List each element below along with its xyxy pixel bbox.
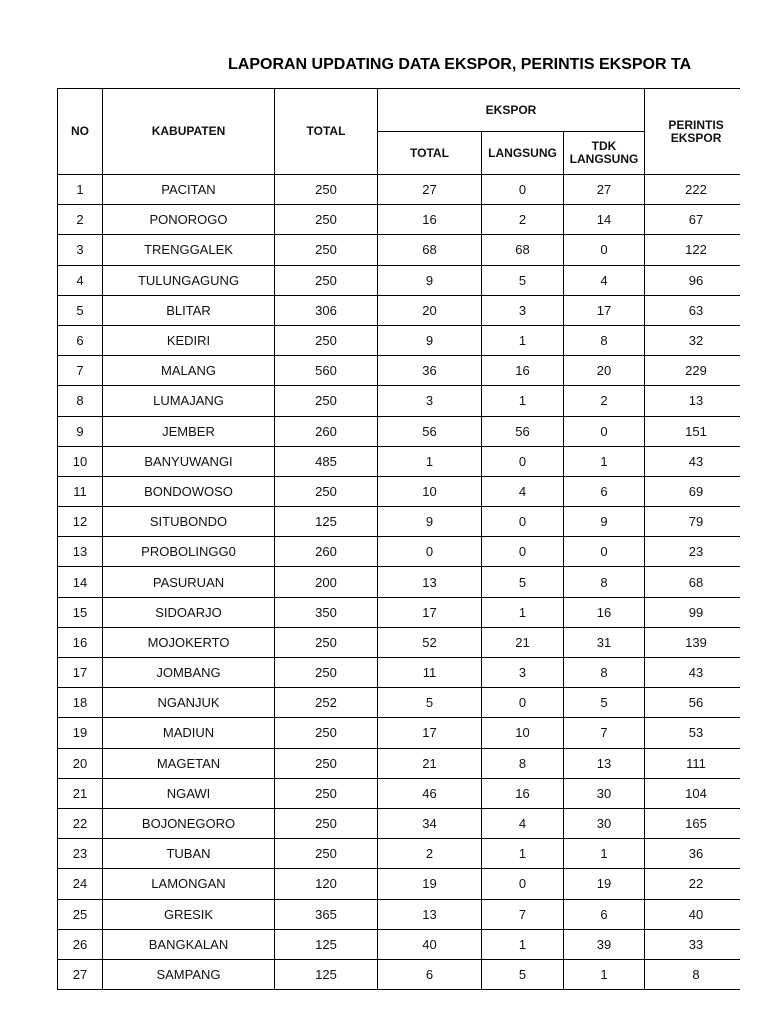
cell-ekspor-total: 11: [378, 658, 482, 688]
cell-no: 20: [58, 748, 103, 778]
cell-perintis: 122: [645, 235, 748, 265]
cell-langsung: 5: [482, 959, 564, 989]
cell-total: 350: [275, 597, 378, 627]
cell-no: 13: [58, 537, 103, 567]
cell-no: 22: [58, 808, 103, 838]
cell-langsung: 16: [482, 356, 564, 386]
cell-tdk-langsung: 8: [564, 567, 645, 597]
table-row: [58, 778, 748, 808]
cell-perintis: 43: [645, 446, 748, 476]
cell-total: 250: [275, 748, 378, 778]
cell-langsung: 68: [482, 235, 564, 265]
cell-langsung: 1: [482, 386, 564, 416]
cell-langsung: 0: [482, 869, 564, 899]
cell-kabupaten: SIDOARJO: [103, 597, 275, 627]
cell-ekspor-total: 2: [378, 839, 482, 869]
cell-no: 8: [58, 386, 103, 416]
cell-no: 19: [58, 718, 103, 748]
cell-langsung: 0: [482, 446, 564, 476]
cell-kabupaten: LUMAJANG: [103, 386, 275, 416]
cell-total: 125: [275, 929, 378, 959]
table-row: [58, 869, 748, 899]
cell-ekspor-total: 9: [378, 325, 482, 355]
cell-no: 11: [58, 476, 103, 506]
header-langsung: LANGSUNG: [482, 132, 564, 175]
cell-tdk-langsung: 0: [564, 416, 645, 446]
table-row: [58, 959, 748, 989]
cell-total: 250: [275, 778, 378, 808]
cell-perintis: 8: [645, 959, 748, 989]
cell-langsung: 1: [482, 929, 564, 959]
table-row: [58, 356, 748, 386]
cell-total: 120: [275, 869, 378, 899]
cell-kabupaten: BONDOWOSO: [103, 476, 275, 506]
header-tdk-line2: LANGSUNG: [569, 152, 639, 166]
cell-langsung: 0: [482, 175, 564, 205]
cell-ekspor-total: 20: [378, 295, 482, 325]
cell-ekspor-total: 68: [378, 235, 482, 265]
cell-ekspor-total: 19: [378, 869, 482, 899]
cell-total: 200: [275, 567, 378, 597]
table-row: [58, 597, 748, 627]
cell-tdk-langsung: 1: [564, 446, 645, 476]
table-row: [58, 839, 748, 869]
cell-tdk-langsung: 30: [564, 778, 645, 808]
cell-no: 12: [58, 507, 103, 537]
table-row: [58, 718, 748, 748]
cell-perintis: 23: [645, 537, 748, 567]
cell-langsung: 5: [482, 265, 564, 295]
cell-no: 9: [58, 416, 103, 446]
cell-total: 306: [275, 295, 378, 325]
cell-total: 250: [275, 265, 378, 295]
cell-langsung: 21: [482, 627, 564, 657]
cell-tdk-langsung: 30: [564, 808, 645, 838]
cell-kabupaten: MADIUN: [103, 718, 275, 748]
cell-langsung: 8: [482, 748, 564, 778]
cell-tdk-langsung: 27: [564, 175, 645, 205]
cell-tdk-langsung: 0: [564, 235, 645, 265]
cell-kabupaten: TRENGGALEK: [103, 235, 275, 265]
cell-tdk-langsung: 31: [564, 627, 645, 657]
export-data-table: [57, 88, 748, 990]
cell-total: 260: [275, 537, 378, 567]
table-row: [58, 476, 748, 506]
cell-langsung: 16: [482, 778, 564, 808]
cell-tdk-langsung: 8: [564, 658, 645, 688]
header-tdk-langsung: [564, 132, 645, 175]
cell-kabupaten: GRESIK: [103, 899, 275, 929]
header-tdk-line1: TDK: [591, 139, 617, 153]
cell-langsung: 2: [482, 205, 564, 235]
cell-tdk-langsung: 6: [564, 899, 645, 929]
cell-kabupaten: MALANG: [103, 356, 275, 386]
cell-kabupaten: PASURUAN: [103, 567, 275, 597]
cell-no: 3: [58, 235, 103, 265]
cell-total: 250: [275, 808, 378, 838]
cell-no: 7: [58, 356, 103, 386]
cell-ekspor-total: 36: [378, 356, 482, 386]
cell-perintis: 229: [645, 356, 748, 386]
cell-kabupaten: NGAWI: [103, 778, 275, 808]
header-kabupaten: KABUPATEN: [103, 89, 275, 175]
cell-langsung: 0: [482, 507, 564, 537]
cell-total: 252: [275, 688, 378, 718]
cell-total: 365: [275, 899, 378, 929]
cell-kabupaten: JEMBER: [103, 416, 275, 446]
cell-tdk-langsung: 39: [564, 929, 645, 959]
cell-langsung: 3: [482, 295, 564, 325]
cell-total: 260: [275, 416, 378, 446]
cell-perintis: 63: [645, 295, 748, 325]
table-row: [58, 235, 748, 265]
cell-ekspor-total: 27: [378, 175, 482, 205]
table-row: [58, 627, 748, 657]
cell-perintis: 43: [645, 658, 748, 688]
cell-kabupaten: SITUBONDO: [103, 507, 275, 537]
cell-kabupaten: NGANJUK: [103, 688, 275, 718]
cell-total: 250: [275, 627, 378, 657]
cell-kabupaten: LAMONGAN: [103, 869, 275, 899]
report-title: LAPORAN UPDATING DATA EKSPOR, PERINTIS EKSPOR TA: [228, 56, 692, 73]
cell-langsung: 4: [482, 808, 564, 838]
cell-tdk-langsung: 8: [564, 325, 645, 355]
cell-ekspor-total: 21: [378, 748, 482, 778]
cell-kabupaten: KEDIRI: [103, 325, 275, 355]
cell-ekspor-total: 10: [378, 476, 482, 506]
cell-ekspor-total: 16: [378, 205, 482, 235]
cell-no: 16: [58, 627, 103, 657]
cell-tdk-langsung: 5: [564, 688, 645, 718]
cell-no: 23: [58, 839, 103, 869]
cell-kabupaten: JOMBANG: [103, 658, 275, 688]
cell-langsung: 1: [482, 325, 564, 355]
cell-no: 4: [58, 265, 103, 295]
cell-total: 560: [275, 356, 378, 386]
header-perintis-ekspor: [645, 89, 748, 175]
page-right-edge: [740, 0, 768, 1024]
cell-ekspor-total: 34: [378, 808, 482, 838]
cell-perintis: 40: [645, 899, 748, 929]
header-perintis-line2: EKSPOR: [670, 130, 722, 145]
header-total: TOTAL: [275, 89, 378, 175]
cell-langsung: 3: [482, 658, 564, 688]
cell-perintis: 69: [645, 476, 748, 506]
cell-no: 25: [58, 899, 103, 929]
table-row: [58, 446, 748, 476]
cell-kabupaten: MOJOKERTO: [103, 627, 275, 657]
cell-perintis: 68: [645, 567, 748, 597]
cell-langsung: 1: [482, 839, 564, 869]
cell-tdk-langsung: 20: [564, 356, 645, 386]
cell-no: 2: [58, 205, 103, 235]
cell-perintis: 151: [645, 416, 748, 446]
table-row: [58, 537, 748, 567]
cell-total: 125: [275, 507, 378, 537]
cell-perintis: 56: [645, 688, 748, 718]
table-row: [58, 205, 748, 235]
cell-total: 485: [275, 446, 378, 476]
cell-total: 250: [275, 386, 378, 416]
cell-total: 250: [275, 718, 378, 748]
cell-no: 27: [58, 959, 103, 989]
cell-no: 15: [58, 597, 103, 627]
cell-tdk-langsung: 17: [564, 295, 645, 325]
cell-perintis: 53: [645, 718, 748, 748]
cell-kabupaten: PACITAN: [103, 175, 275, 205]
table-row: [58, 325, 748, 355]
cell-tdk-langsung: 14: [564, 205, 645, 235]
table-row: [58, 507, 748, 537]
cell-ekspor-total: 56: [378, 416, 482, 446]
table-body: [58, 175, 748, 990]
cell-no: 1: [58, 175, 103, 205]
cell-no: 5: [58, 295, 103, 325]
cell-kabupaten: BANGKALAN: [103, 929, 275, 959]
cell-no: 26: [58, 929, 103, 959]
cell-kabupaten: MAGETAN: [103, 748, 275, 778]
table-row: [58, 899, 748, 929]
cell-total: 125: [275, 959, 378, 989]
cell-perintis: 96: [645, 265, 748, 295]
cell-langsung: 0: [482, 688, 564, 718]
cell-kabupaten: BLITAR: [103, 295, 275, 325]
cell-langsung: 10: [482, 718, 564, 748]
cell-tdk-langsung: 19: [564, 869, 645, 899]
table-row: [58, 748, 748, 778]
cell-langsung: 4: [482, 476, 564, 506]
header-perintis-line1: PERINTIS: [668, 117, 724, 132]
cell-ekspor-total: 0: [378, 537, 482, 567]
table-row: [58, 265, 748, 295]
cell-kabupaten: PROBOLINGG0: [103, 537, 275, 567]
cell-tdk-langsung: 9: [564, 507, 645, 537]
cell-total: 250: [275, 476, 378, 506]
cell-kabupaten: TULUNGAGUNG: [103, 265, 275, 295]
cell-total: 250: [275, 839, 378, 869]
cell-no: 14: [58, 567, 103, 597]
cell-langsung: 5: [482, 567, 564, 597]
cell-total: 250: [275, 205, 378, 235]
cell-ekspor-total: 6: [378, 959, 482, 989]
cell-kabupaten: PONOROGO: [103, 205, 275, 235]
table-row: [58, 658, 748, 688]
header-no: NO: [58, 89, 103, 175]
cell-tdk-langsung: 1: [564, 959, 645, 989]
cell-no: 10: [58, 446, 103, 476]
cell-total: 250: [275, 658, 378, 688]
cell-no: 24: [58, 869, 103, 899]
cell-total: 250: [275, 235, 378, 265]
cell-tdk-langsung: 4: [564, 265, 645, 295]
cell-ekspor-total: 5: [378, 688, 482, 718]
cell-total: 250: [275, 325, 378, 355]
header-ekspor-total: TOTAL: [378, 132, 482, 175]
cell-no: 18: [58, 688, 103, 718]
table-row: [58, 295, 748, 325]
cell-kabupaten: BANYUWANGI: [103, 446, 275, 476]
cell-kabupaten: BOJONEGORO: [103, 808, 275, 838]
cell-kabupaten: SAMPANG: [103, 959, 275, 989]
header-row-1: [58, 89, 748, 132]
cell-perintis: 33: [645, 929, 748, 959]
cell-ekspor-total: 52: [378, 627, 482, 657]
cell-perintis: 13: [645, 386, 748, 416]
cell-ekspor-total: 17: [378, 718, 482, 748]
cell-ekspor-total: 40: [378, 929, 482, 959]
cell-ekspor-total: 9: [378, 507, 482, 537]
cell-no: 21: [58, 778, 103, 808]
cell-tdk-langsung: 1: [564, 839, 645, 869]
cell-langsung: 0: [482, 537, 564, 567]
cell-ekspor-total: 46: [378, 778, 482, 808]
table-row: [58, 175, 748, 205]
cell-tdk-langsung: 16: [564, 597, 645, 627]
cell-tdk-langsung: 13: [564, 748, 645, 778]
cell-perintis: 36: [645, 839, 748, 869]
cell-perintis: 111: [645, 748, 748, 778]
table-row: [58, 808, 748, 838]
cell-ekspor-total: 1: [378, 446, 482, 476]
cell-perintis: 165: [645, 808, 748, 838]
cell-perintis: 22: [645, 869, 748, 899]
cell-langsung: 56: [482, 416, 564, 446]
cell-perintis: 104: [645, 778, 748, 808]
header-ekspor: EKSPOR: [378, 89, 645, 132]
cell-tdk-langsung: 6: [564, 476, 645, 506]
table-row: [58, 929, 748, 959]
table-row: [58, 688, 748, 718]
cell-perintis: 32: [645, 325, 748, 355]
table-row: [58, 416, 748, 446]
cell-perintis: 139: [645, 627, 748, 657]
cell-ekspor-total: 13: [378, 899, 482, 929]
cell-tdk-langsung: 2: [564, 386, 645, 416]
cell-perintis: 79: [645, 507, 748, 537]
cell-kabupaten: TUBAN: [103, 839, 275, 869]
cell-perintis: 222: [645, 175, 748, 205]
cell-no: 6: [58, 325, 103, 355]
table-row: [58, 386, 748, 416]
cell-tdk-langsung: 0: [564, 537, 645, 567]
cell-ekspor-total: 9: [378, 265, 482, 295]
cell-tdk-langsung: 7: [564, 718, 645, 748]
cell-ekspor-total: 17: [378, 597, 482, 627]
cell-no: 17: [58, 658, 103, 688]
cell-perintis: 67: [645, 205, 748, 235]
cell-ekspor-total: 13: [378, 567, 482, 597]
cell-langsung: 1: [482, 597, 564, 627]
table-row: [58, 567, 748, 597]
cell-ekspor-total: 3: [378, 386, 482, 416]
cell-langsung: 7: [482, 899, 564, 929]
cell-perintis: 99: [645, 597, 748, 627]
cell-total: 250: [275, 175, 378, 205]
